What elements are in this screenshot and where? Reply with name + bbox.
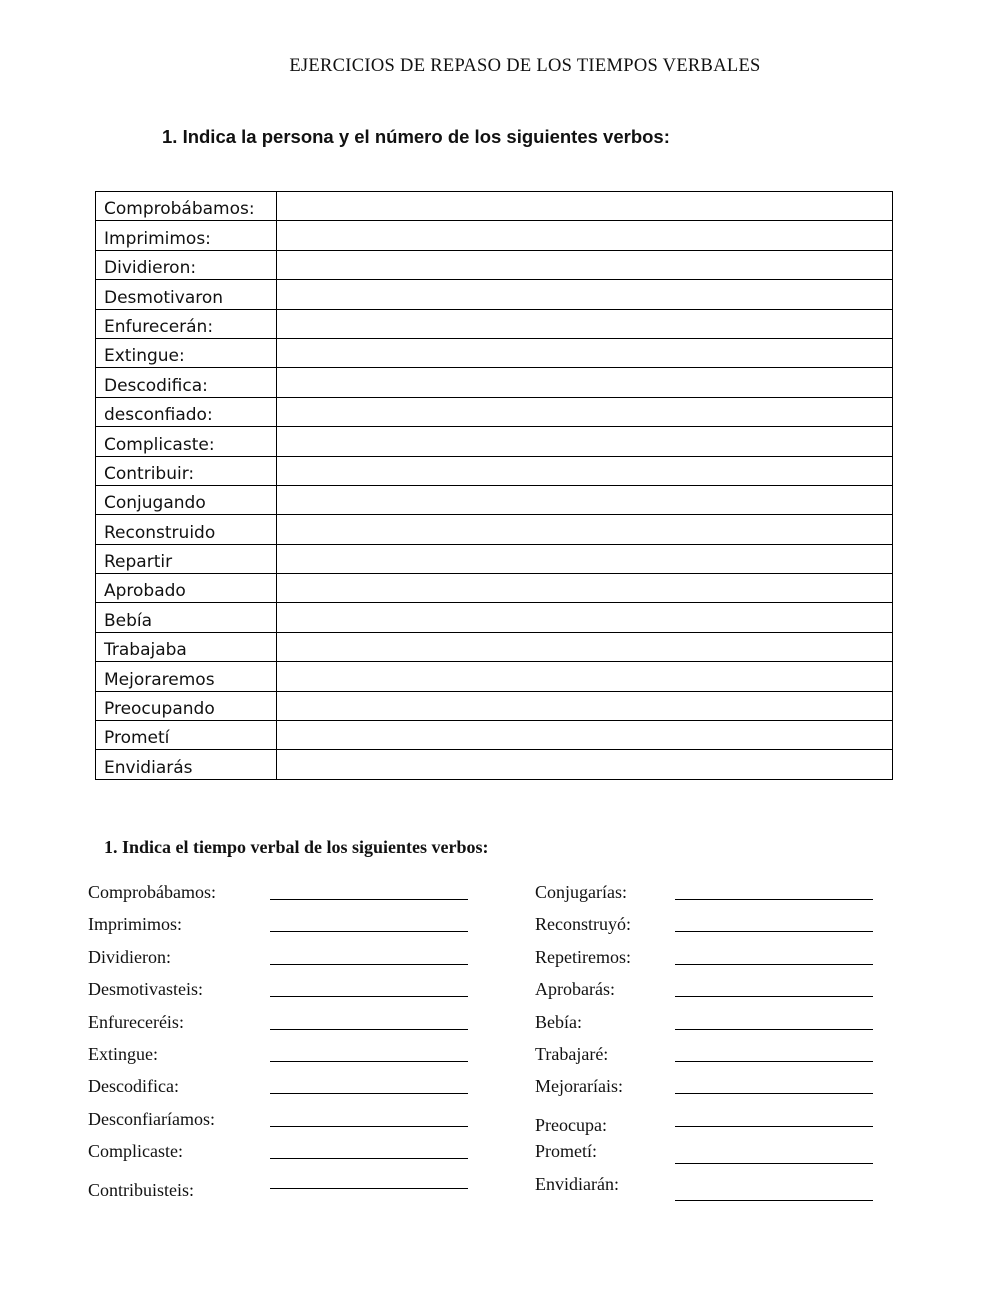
verb-label: Bebía: (535, 1011, 582, 1032)
answer-blank[interactable] (270, 1029, 468, 1030)
answer-blank[interactable] (675, 996, 873, 997)
table-row (96, 192, 893, 221)
verb-cell: Contribuir: (96, 456, 277, 485)
verb-label: Desmotivasteis: (88, 979, 203, 1000)
answer-blank[interactable] (675, 1163, 873, 1164)
table-row (96, 750, 893, 779)
answer-blank[interactable] (270, 899, 468, 900)
table-row (96, 427, 893, 456)
page-title: EJERCICIOS DE REPASO DE LOS TIEMPOS VERBALES (289, 56, 761, 76)
verb-label: Imprimimos: (88, 914, 182, 935)
table-row (96, 691, 893, 720)
answer-cell[interactable] (277, 544, 893, 573)
answer-blank[interactable] (675, 1029, 873, 1030)
verb-cell: Complicaste: (96, 427, 277, 456)
answer-cell[interactable] (277, 309, 893, 338)
verb-label: Mejoraríais: (535, 1076, 623, 1097)
verb-cell: Extingue: (96, 338, 277, 367)
verb-cell: Aprobado (96, 574, 277, 603)
answer-cell[interactable] (277, 750, 893, 779)
verb-label: Extingue: (88, 1043, 158, 1064)
verb-cell: Trabajaba (96, 632, 277, 661)
table-row (96, 515, 893, 544)
answer-blank[interactable] (270, 1061, 468, 1062)
answer-blank[interactable] (675, 964, 873, 965)
verb-label: Conjugarías: (535, 882, 627, 902)
verb-cell: Mejoraremos (96, 662, 277, 691)
answer-cell[interactable] (277, 192, 893, 221)
table-row (96, 662, 893, 691)
verb-label: Contribuisteis: (88, 1179, 195, 1200)
answer-blank[interactable] (270, 996, 468, 997)
table-row (96, 338, 893, 367)
verb-label: Desconfiaríamos: (88, 1108, 215, 1129)
answer-cell[interactable] (277, 574, 893, 603)
answer-blank[interactable] (270, 931, 468, 932)
answer-cell[interactable] (277, 368, 893, 397)
answer-blank[interactable] (675, 1126, 873, 1127)
answer-blank[interactable] (675, 931, 873, 932)
verb-label: Comprobábamos: (88, 882, 216, 902)
answer-cell[interactable] (277, 250, 893, 279)
verb-label: Descodifica: (88, 1076, 179, 1097)
answer-cell[interactable] (277, 721, 893, 750)
verb-cell: Imprimimos: (96, 221, 277, 250)
table-row (96, 280, 893, 309)
verb-cell: Conjugando (96, 485, 277, 514)
verb-label: Dividieron: (88, 946, 171, 967)
verb-cell: Comprobábamos: (96, 192, 277, 221)
section1-heading: 1. Indica la persona y el número de los siguientes verbos: (162, 126, 670, 147)
answer-cell[interactable] (277, 427, 893, 456)
verb-cell: Reconstruido (96, 515, 277, 544)
table-row (96, 221, 893, 250)
answer-cell[interactable] (277, 456, 893, 485)
answer-cell[interactable] (277, 603, 893, 632)
table-row (96, 574, 893, 603)
answer-blank[interactable] (675, 1061, 873, 1062)
answer-blank[interactable] (270, 1093, 468, 1094)
person-number-table (95, 191, 893, 780)
verb-label: Enfureceréis: (88, 1011, 184, 1032)
answer-cell[interactable] (277, 515, 893, 544)
table-row (96, 368, 893, 397)
verb-label: Aprobarás: (535, 979, 615, 1000)
verb-label: Repetiremos: (535, 946, 631, 967)
verb-cell: Descodifica: (96, 368, 277, 397)
answer-cell[interactable] (277, 280, 893, 309)
verb-cell: Dividieron: (96, 250, 277, 279)
answer-blank[interactable] (270, 1126, 468, 1127)
verb-cell: Prometí (96, 721, 277, 750)
answer-blank[interactable] (270, 964, 468, 965)
table-row (96, 544, 893, 573)
table-row (96, 250, 893, 279)
verb-cell: Repartir (96, 544, 277, 573)
verb-cell: desconfiado: (96, 397, 277, 426)
table-row (96, 456, 893, 485)
answer-cell[interactable] (277, 632, 893, 661)
verb-cell: Envidiarás (96, 750, 277, 779)
answer-blank[interactable] (675, 1093, 873, 1094)
verb-cell: Enfurecerán: (96, 309, 277, 338)
verb-label: Envidiarán: (535, 1173, 619, 1194)
table-row (96, 632, 893, 661)
verb-cell: Desmotivaron (96, 280, 277, 309)
table-row (96, 485, 893, 514)
answer-cell[interactable] (277, 691, 893, 720)
table-row (96, 721, 893, 750)
verb-label: Complicaste: (88, 1141, 183, 1162)
answer-blank[interactable] (675, 1200, 873, 1201)
verb-label: Prometí: (535, 1141, 597, 1162)
verb-cell: Bebía (96, 603, 277, 632)
table-row (96, 309, 893, 338)
table-row (96, 603, 893, 632)
answer-blank[interactable] (675, 899, 873, 900)
answer-cell[interactable] (277, 338, 893, 367)
answer-cell[interactable] (277, 485, 893, 514)
verb-cell: Preocupando (96, 691, 277, 720)
section2-heading: 1. Indica el tiempo verbal de los siguientes verbos: (104, 837, 489, 857)
answer-cell[interactable] (277, 662, 893, 691)
answer-cell[interactable] (277, 397, 893, 426)
answer-blank[interactable] (270, 1158, 468, 1159)
verb-label: Reconstruyó: (535, 914, 631, 935)
table-row (96, 397, 893, 426)
verb-label: Trabajaré: (535, 1043, 609, 1064)
answer-cell[interactable] (277, 221, 893, 250)
answer-blank[interactable] (270, 1188, 468, 1189)
verb-label: Preocupa: (535, 1114, 607, 1135)
